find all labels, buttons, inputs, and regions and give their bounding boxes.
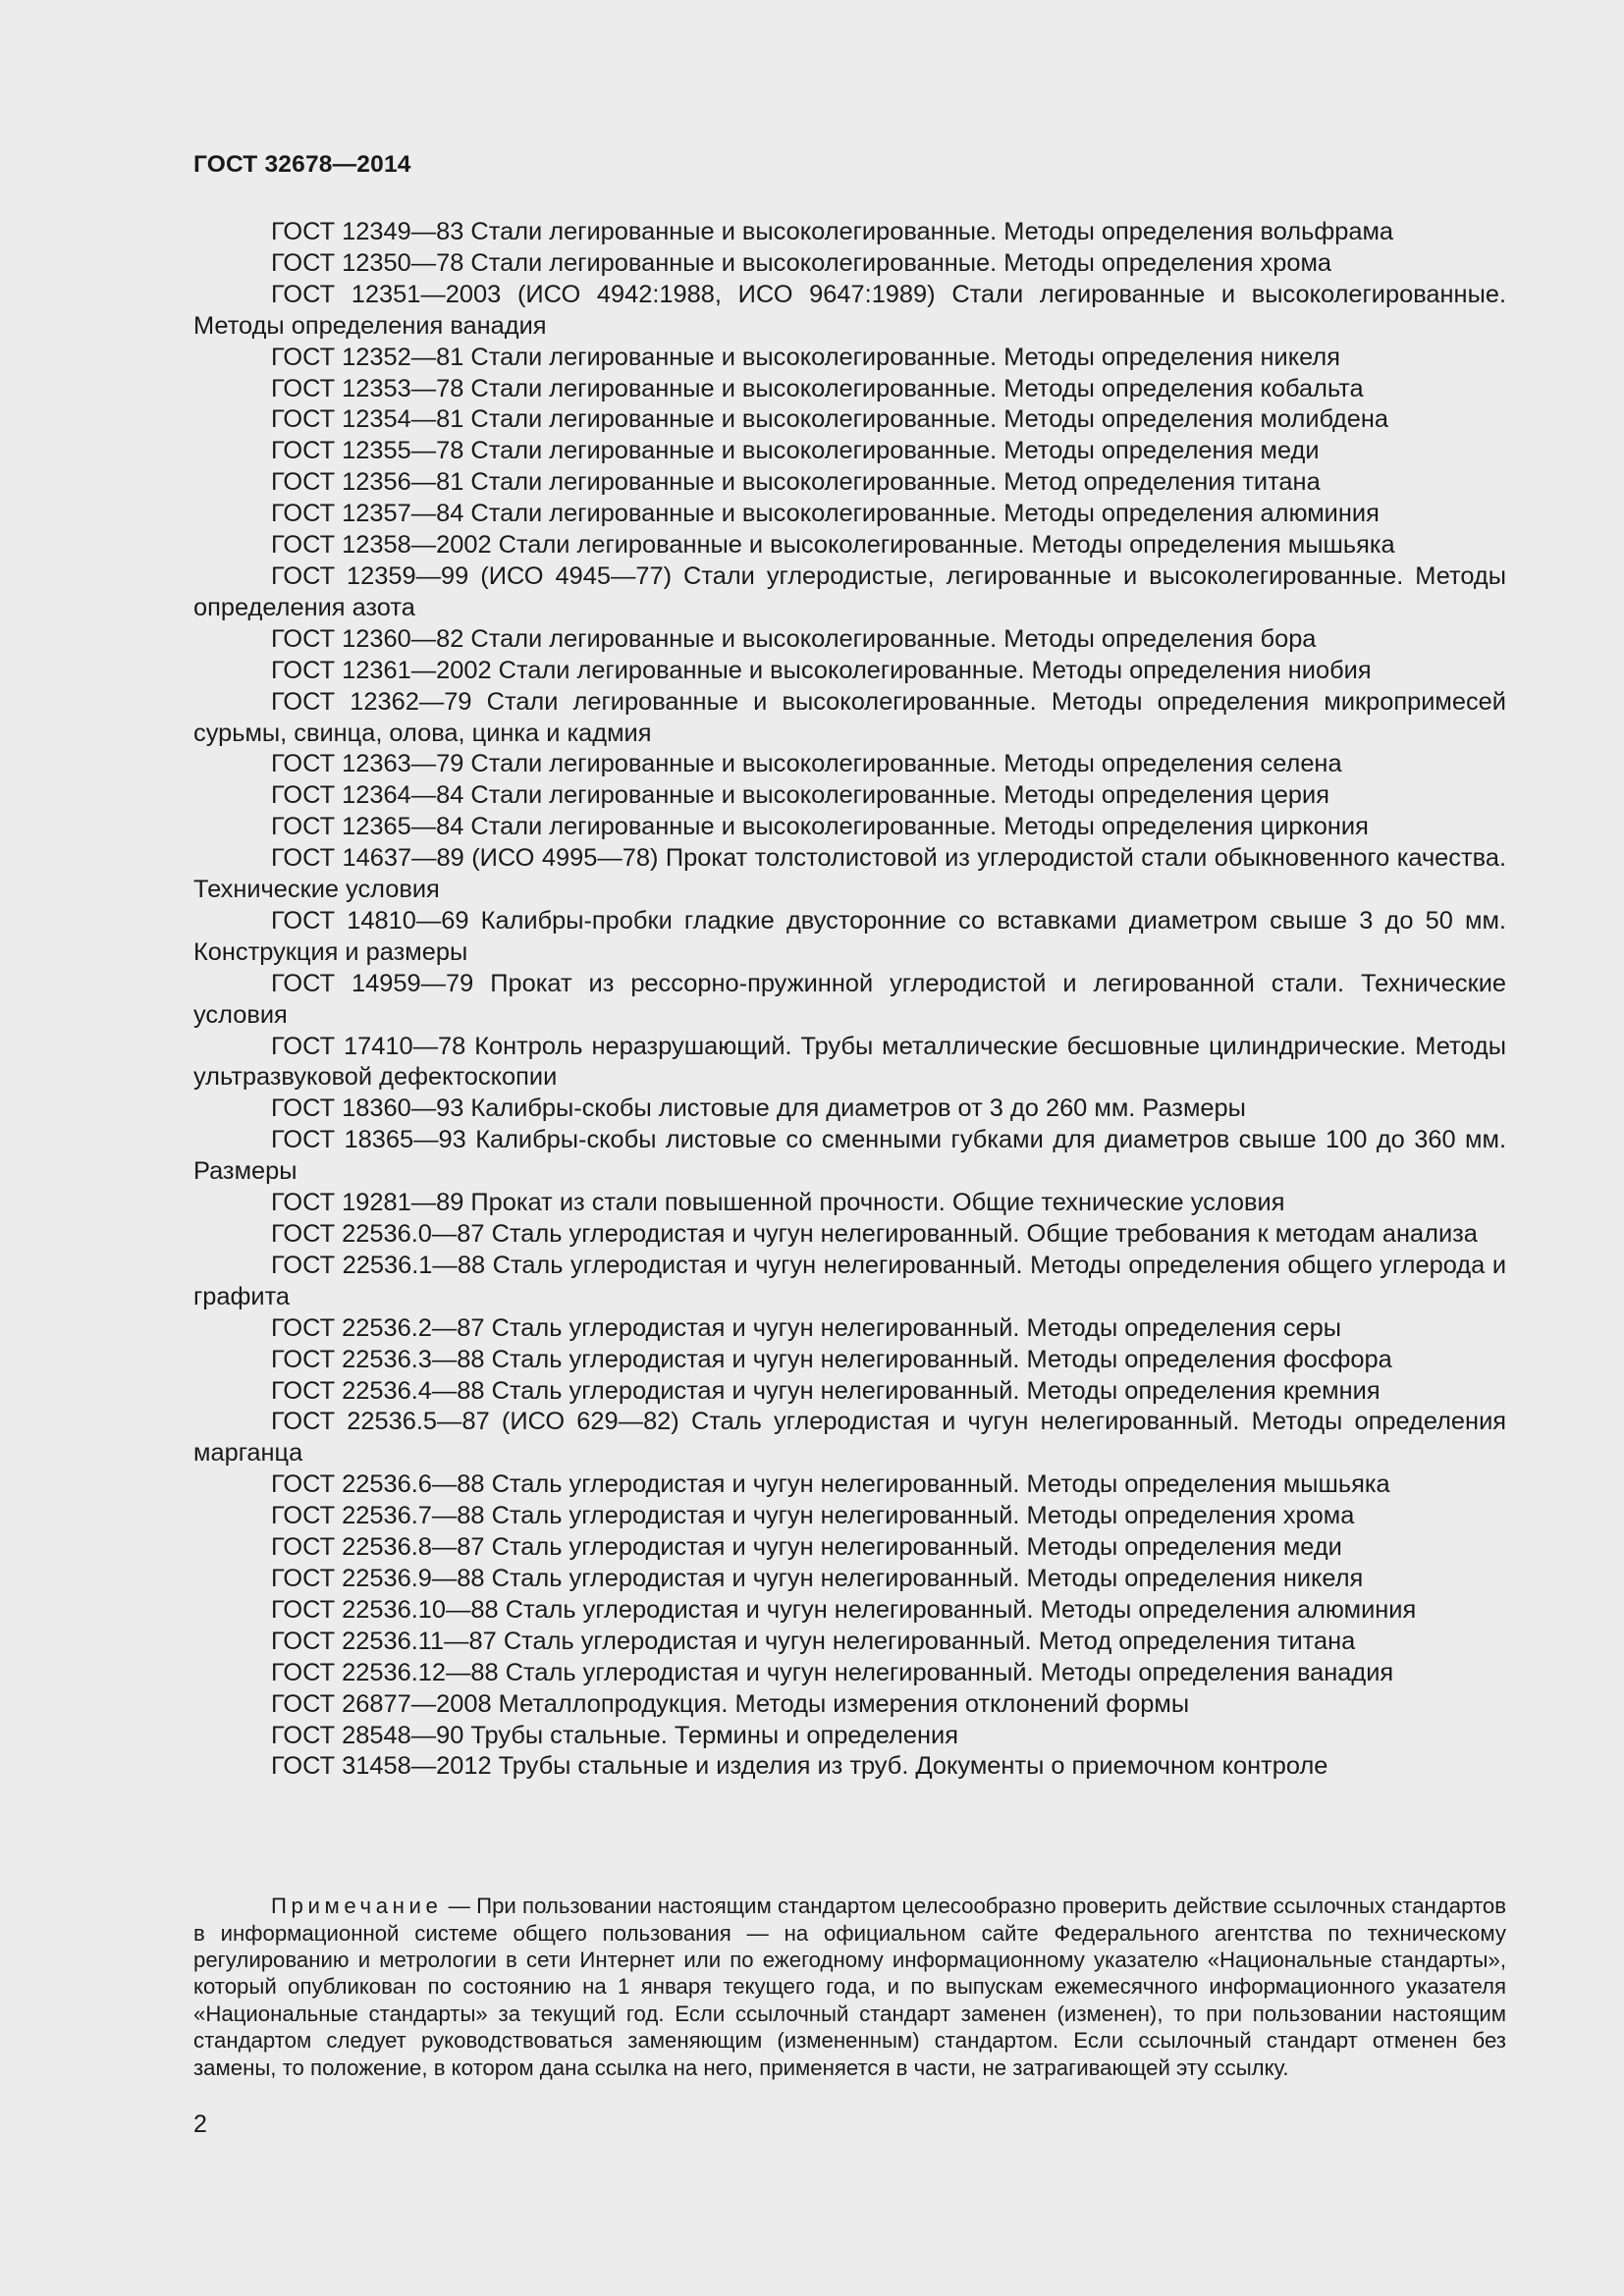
note-paragraph — [193, 1893, 1506, 2081]
note-label: Примечание — [271, 1894, 443, 1919]
note-text: При пользовании настоящим стандартом целесообразно проверить действие ссылочных стандартов в информационной системе общего пользования — на официальном сайте Федерального агентства по техническому регулированию и метрологии в сети Интернет или по ежегодному информационному указателю «Национальные стандарты», который опубликован по состоянию на 1 января текущего года, и по выпускам ежемесячного информационного указателя «Национальные стандарты» за текущий год. Если ссылочный стандарт заменен (изменен), то при пользовании настоящим стандартом следует руководствоваться заменяющим (измененным) стандартом. Если ссылочный стандарт отменен без замены, то положение, в котором дана ссылка на него, применяется в части, не затрагивающей эту ссылку. — [193, 1894, 1506, 2080]
reference-entry: ГОСТ 12352—81 Стали легированные и высоколегированные. Методы определения никеля — [271, 343, 1340, 371]
page-number: 2 — [193, 2110, 207, 2138]
reference-entry: ГОСТ 12358—2002 Стали легированные и высоколегированные. Методы определения мышьяка — [271, 531, 1395, 560]
reference-entry: ГОСТ 22536.6—88 Сталь углеродистая и чугун нелегированный. Методы определения мышьяка — [271, 1470, 1390, 1499]
reference-entry: ГОСТ 12351—2003 (ИСО 4942:1988, ИСО 9647:1989) Стали легированные и высоколегированные. Методы определения ванадия — [193, 280, 1506, 340]
reference-entry: ГОСТ 22536.3—88 Сталь углеродистая и чугун нелегированный. Методы определения фосфора — [271, 1345, 1392, 1373]
reference-entry: ГОСТ 12364—84 Стали легированные и высоколегированные. Методы определения церия — [271, 781, 1329, 810]
reference-entry: ГОСТ 12355—78 Стали легированные и высоколегированные. Методы определения меди — [271, 437, 1320, 465]
reference-entry: ГОСТ 12361—2002 Стали легированные и высоколегированные. Методы определения ниобия — [271, 656, 1372, 684]
reference-entry: ГОСТ 12359—99 (ИСО 4945—77) Стали углеродистые, легированные и высоколегированные. Методы определения азота — [193, 561, 1506, 621]
reference-entry: ГОСТ 22536.7—88 Сталь углеродистая и чугун нелегированный. Методы определения хрома — [271, 1502, 1355, 1530]
reference-entry: ГОСТ 12365—84 Стали легированные и высоколегированные. Методы определения циркония — [271, 813, 1369, 841]
reference-entry: ГОСТ 12356—81 Стали легированные и высоколегированные. Метод определения титана — [271, 468, 1321, 497]
reference-entry: ГОСТ 14637—89 (ИСО 4995—78) Прокат толстолистовой из углеродистой стали обыкновенного качества. Технические условия — [193, 844, 1506, 904]
reference-entry: ГОСТ 17410—78 Контроль неразрушающий. Трубы металлические бесшовные цилиндрические. Методы ультразвуковой дефектоскопии — [193, 1032, 1506, 1092]
reference-entry: ГОСТ 22536.8—87 Сталь углеродистая и чугун нелегированный. Методы определения меди — [271, 1533, 1342, 1562]
reference-entry: ГОСТ 12354—81 Стали легированные и высоколегированные. Методы определения молибдена — [271, 405, 1389, 434]
reference-entry: ГОСТ 12360—82 Стали легированные и высоколегированные. Методы определения бора — [271, 624, 1317, 653]
reference-entry: ГОСТ 31458—2012 Трубы стальные и изделия из труб. Документы о приемочном контроле — [271, 1752, 1328, 1781]
reference-entry: ГОСТ 28548—90 Трубы стальные. Термины и определения — [271, 1721, 958, 1749]
reference-entry: ГОСТ 12362—79 Стали легированные и высоколегированные. Методы определения микропримесей сурьмы, свинца, олова, цинка и кадмия — [193, 687, 1506, 747]
reference-entry: ГОСТ 22536.4—88 Сталь углеродистая и чугун нелегированный. Методы определения кремния — [271, 1376, 1380, 1405]
reference-entry: ГОСТ 22536.9—88 Сталь углеродистая и чугун нелегированный. Методы определения никеля — [271, 1564, 1364, 1592]
reference-entry: ГОСТ 22536.0—87 Сталь углеродистая и чугун нелегированный. Общие требования к методам анализа — [271, 1220, 1478, 1248]
reference-entry: ГОСТ 22536.5—87 (ИСО 629—82) Сталь углеродистая и чугун нелегированный. Методы определения марганца — [193, 1408, 1506, 1468]
reference-entry: ГОСТ 18360—93 Калибры-скобы листовые для диаметров от 3 до 260 мм. Размеры — [271, 1095, 1246, 1123]
reference-entry: ГОСТ 22536.12—88 Сталь углеродистая и чугун нелегированный. Методы определения ванадия — [271, 1658, 1394, 1686]
document-designation: ГОСТ 32678—2014 — [193, 151, 411, 178]
reference-entry: ГОСТ 19281—89 Прокат из стали повышенной прочности. Общие технические условия — [271, 1189, 1285, 1217]
reference-entry: ГОСТ 14959—79 Прокат из рессорно-пружинной углеродистой и легированной стали. Технические условия — [193, 969, 1506, 1029]
reference-entry: ГОСТ 22536.2—87 Сталь углеродистая и чугун нелегированный. Методы определения серы — [271, 1313, 1342, 1342]
reference-entry: ГОСТ 22536.10—88 Сталь углеродистая и чугун нелегированный. Методы определения алюминия — [271, 1595, 1417, 1624]
reference-entry: ГОСТ 26877—2008 Металлопродукция. Методы измерения отклонений формы — [271, 1689, 1190, 1718]
normative-references-list — [193, 217, 1506, 1783]
reference-entry: ГОСТ 18365—93 Калибры-скобы листовые со сменными губками для диаметров свыше 100 до 360 мм. Размеры — [193, 1126, 1506, 1186]
reference-entry: ГОСТ 12350—78 Стали легированные и высоколегированные. Методы определения хрома — [271, 248, 1332, 277]
reference-entry: ГОСТ 12349—83 Стали легированные и высоколегированные. Методы определения вольфрама — [271, 218, 1394, 245]
note-dash: — — [442, 1894, 477, 1919]
reference-entry: ГОСТ 12363—79 Стали легированные и высоколегированные. Методы определения селена — [271, 750, 1342, 778]
reference-entry: ГОСТ 22536.11—87 Сталь углеродистая и чугун нелегированный. Метод определения титана — [271, 1627, 1356, 1655]
reference-entry: ГОСТ 14810—69 Калибры-пробки гладкие двусторонние со вставками диаметром свыше 3 до 50 мм. Конструкция и размеры — [193, 906, 1506, 966]
reference-entry: ГОСТ 22536.1—88 Сталь углеродистая и чугун нелегированный. Методы определения общего углерода и графита — [193, 1251, 1506, 1310]
reference-entry: ГОСТ 12353—78 Стали легированные и высоколегированные. Методы определения кобальта — [271, 374, 1364, 402]
reference-entry: ГОСТ 12357—84 Стали легированные и высоколегированные. Методы определения алюминия — [271, 500, 1380, 528]
